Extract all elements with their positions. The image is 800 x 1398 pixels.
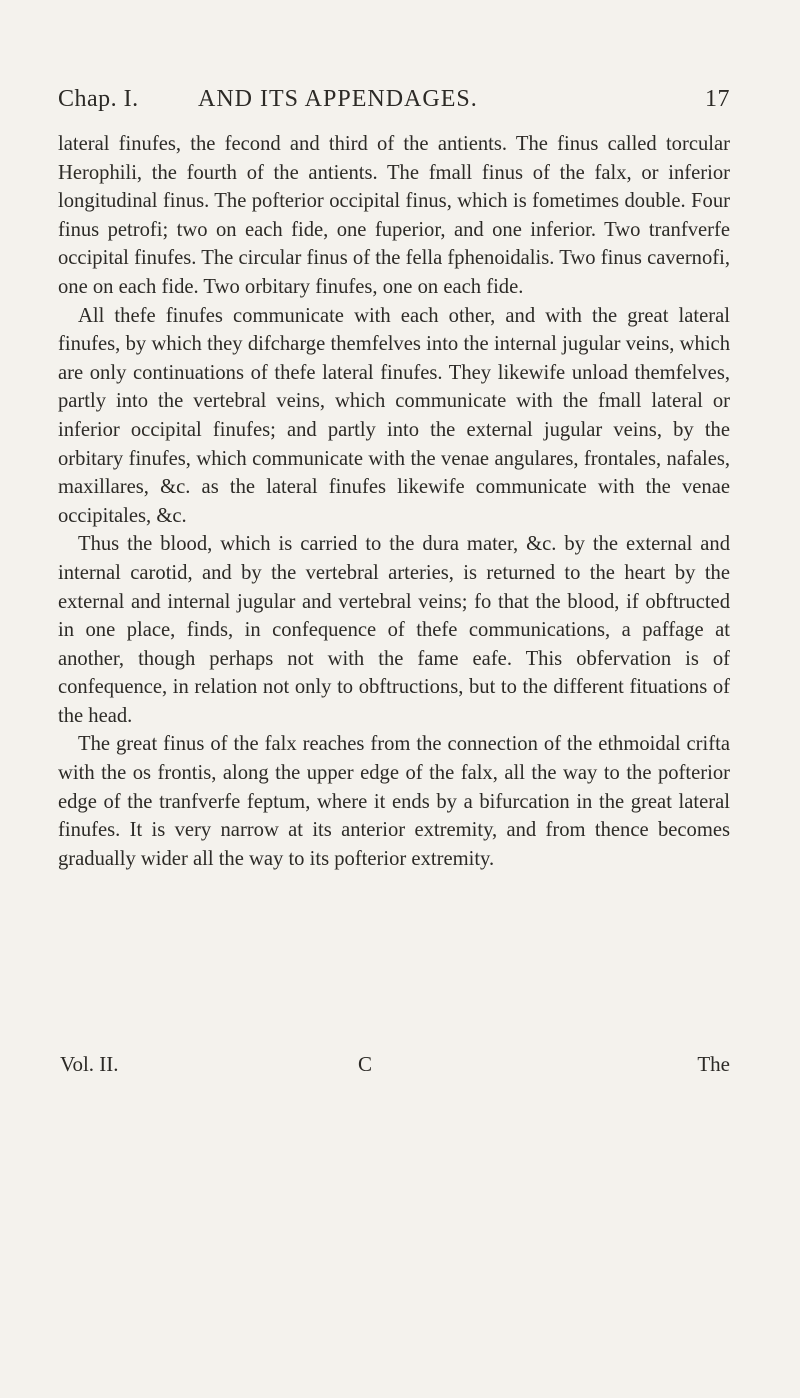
running-header <box>58 86 730 120</box>
paragraph-4: The great finus of the falx reaches from the connection of the ethmoidal crifta with the os frontis, along the upper edge of the falx, all the way to the pofterior edge of the tranfverfe feptum, where it ends by a bifurcation in the great lateral finufes. It is very narrow at its anterior extremity, and from thence becomes gradually wider all the way to its pofterior extremity. <box>58 733 730 870</box>
paragraph-1: lateral finufes, the fecond and third of the antients. The finus called torcular Herophili, the fourth of the antients. The fmall finus of the falx, or inferior longitudinal finus. The pofterior occipital finus, which is fometimes double. Four finus petrofi; two on each fide, one fuperior, and one inferior. Two tranfverfe occipital finufes. The circular finus of the fella fphenoidalis. Two finus cavernofi, one on each fide. Two orbitary finufes, one on each fide. <box>58 133 730 298</box>
page-number: 17 <box>705 86 730 112</box>
chapter-label: Chap. I. <box>58 86 139 112</box>
running-title: AND ITS APPENDAGES. <box>198 86 478 112</box>
page-footer <box>58 1052 730 1082</box>
paragraph-2: All thefe finufes communicate with each other, and with the great lateral finufes, by which they difcharge themfelves into the internal jugular veins, which are only continuations of thefe lateral finufes. They likewife unload themfelves, partly into the vertebral veins, which communicate with the fmall lateral or inferior occipital finufes; and partly into the external jugular veins, by the orbitary finufes, which communicate with the venae angulares, frontales, nafales, maxillares, &c. as the lateral finufes likewife communicate with the venae occipitales, &c. <box>58 304 730 527</box>
body-text <box>58 130 730 873</box>
signature-mark: C <box>358 1052 373 1076</box>
paragraph-3: Thus the blood, which is carried to the dura mater, &c. by the external and internal carotid, and by the vertebral arteries, is returned to the heart by the external and internal jugular and vertebral veins; fo that the blood, if obftructed in one place, finds, in confequence of thefe communications, a paffage at another, though perhaps not with the fame eafe. This obfervation is of confequence, in relation not only to obftructions, but to the different fituations of the head. <box>58 533 730 727</box>
catchword: The <box>697 1052 730 1076</box>
volume-label: Vol. II. <box>60 1052 119 1076</box>
